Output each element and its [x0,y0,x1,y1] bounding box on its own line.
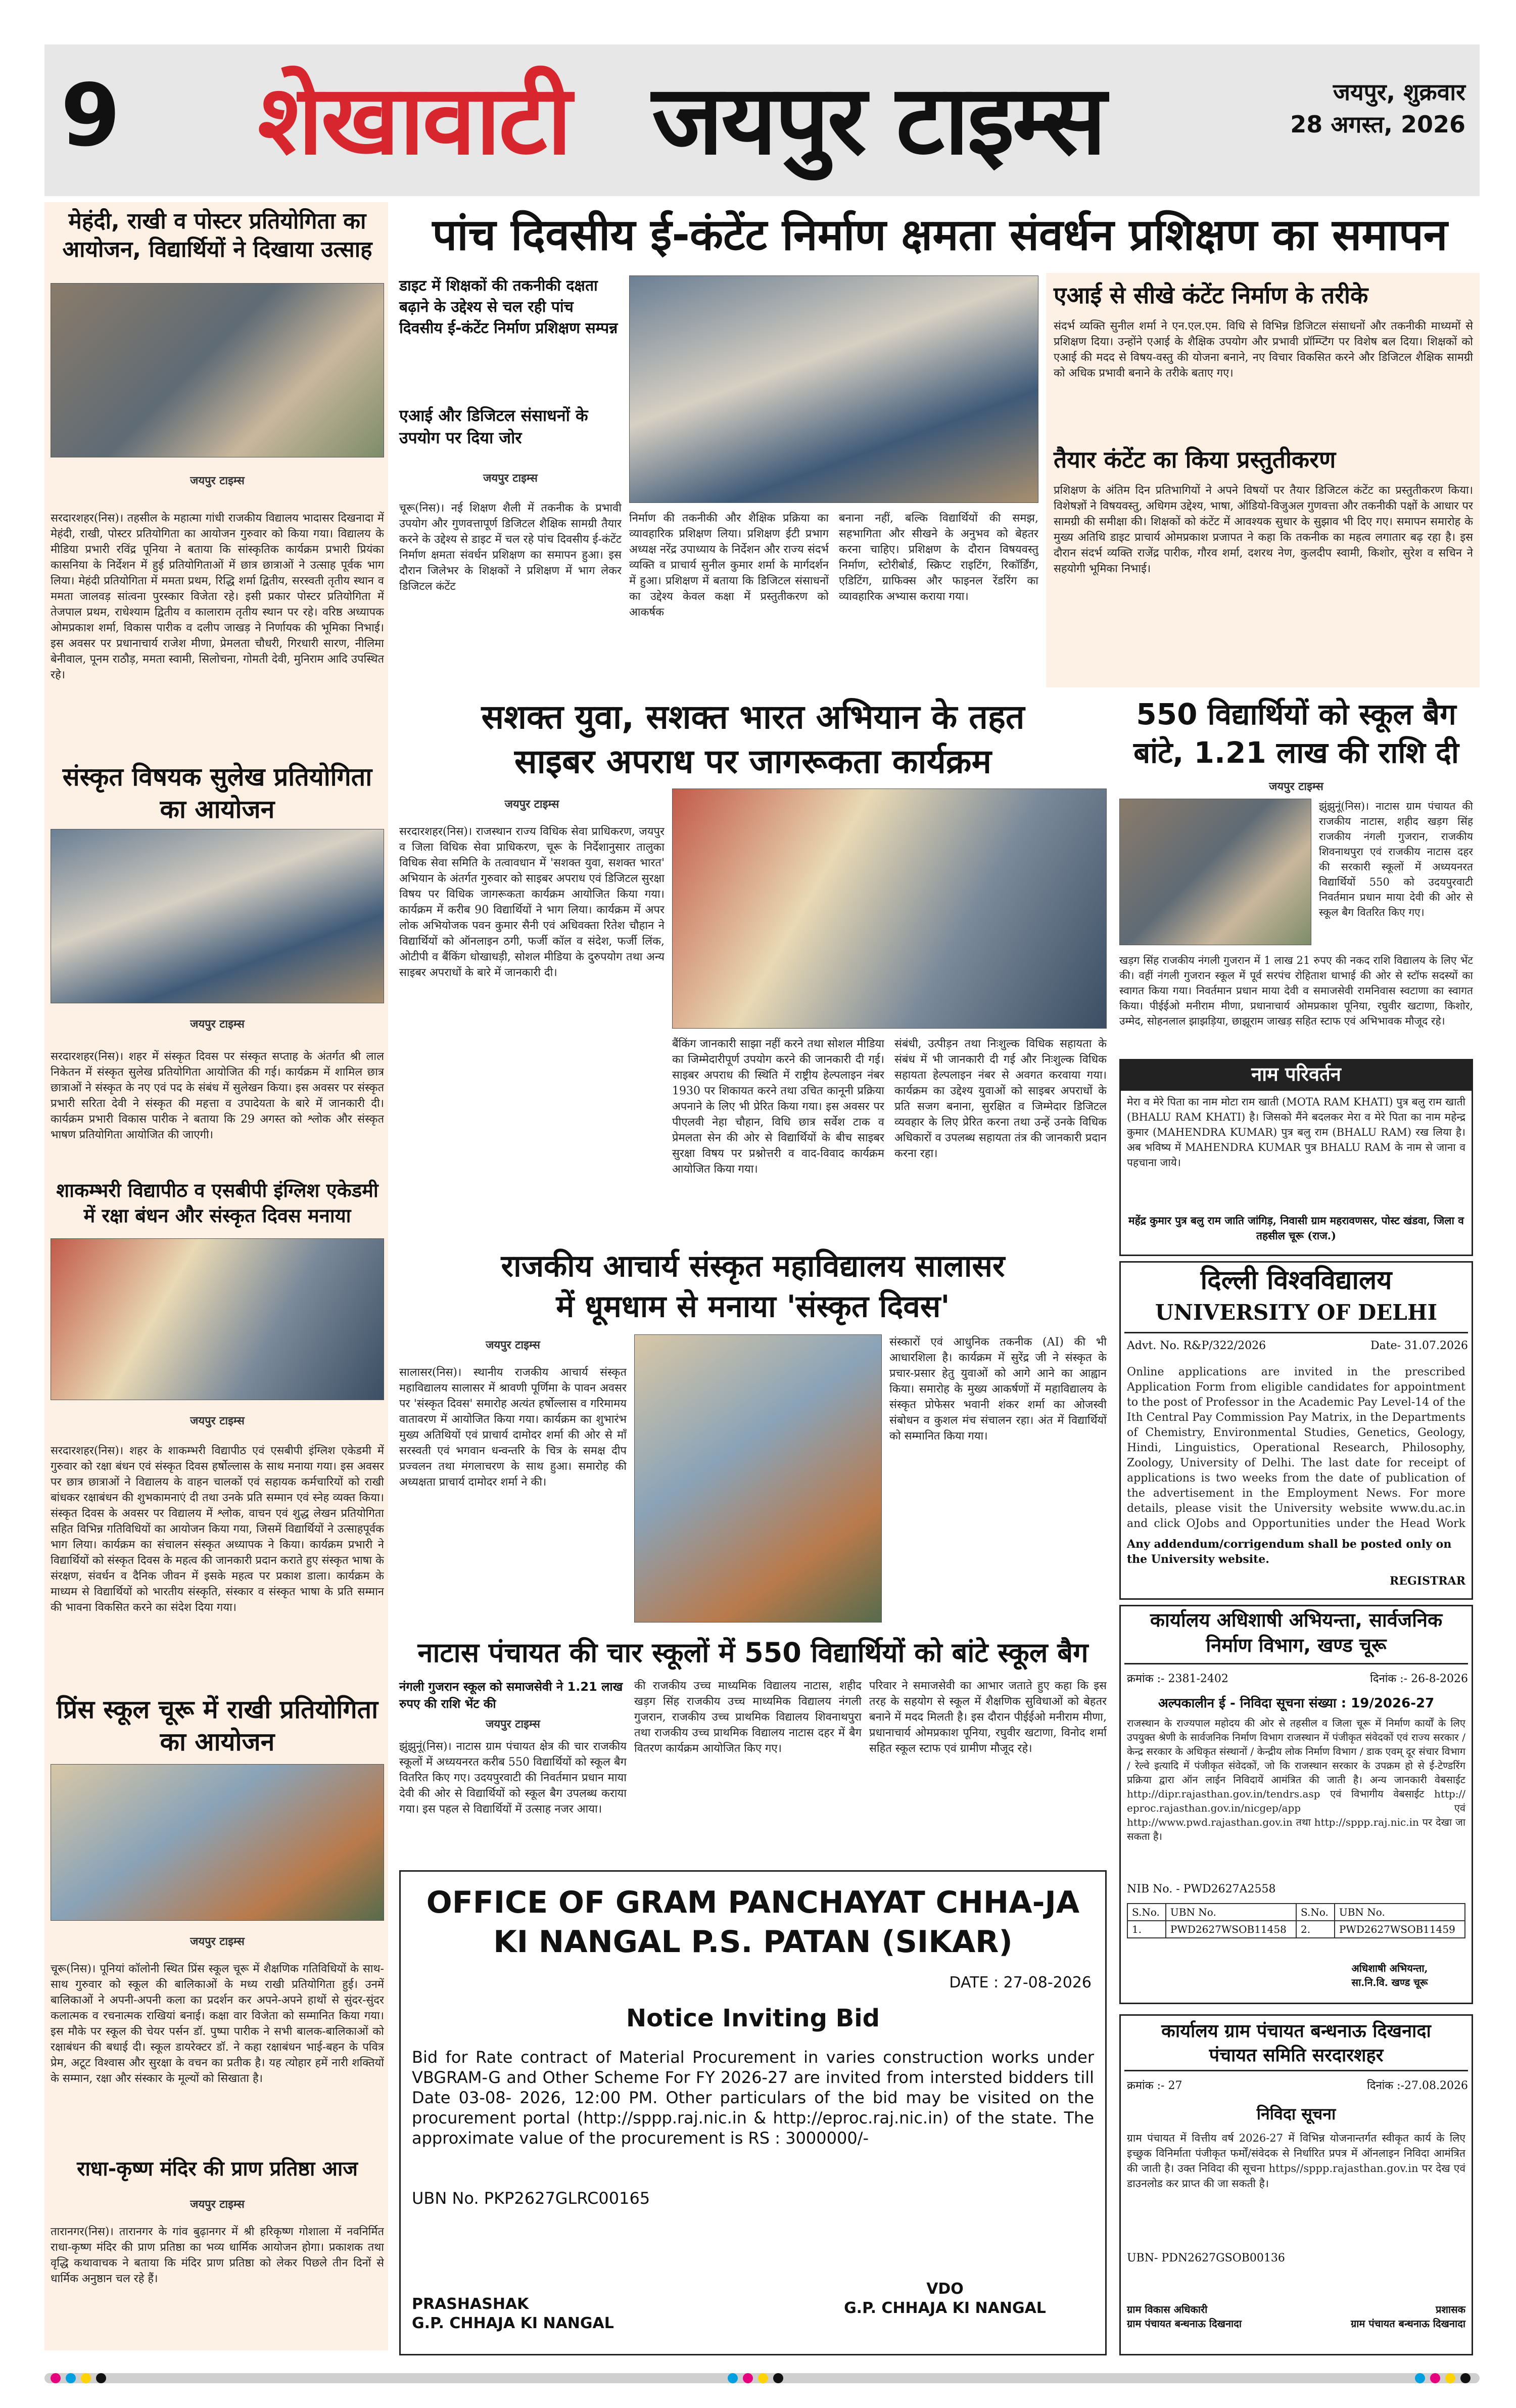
story2-headline: संस्कृत विषयक सुलेख प्रतियोगिता का आयोजन [62,762,372,824]
pwd-title [1124,1607,1468,1658]
gp-dikhnada-ubn: UBN- PDN2627GSOB00136 [1127,2252,1285,2264]
gp-chhaja-ubn: UBN No. PKP2627GLRC00165 [412,2189,650,2208]
lead-side-body1: संदर्भ व्यक्ति सुनील शर्मा ने एन.एल.एम. विधि से विभिन्न डिजिटल संसाधनों और तकनीकी माध्यमों से प्रशिक्षण दिया। उन्होंने एआई के शैक्षिक उपयोग और प्रभावी प्रॉम्प्टिंग पर विशेष बल दिया। शिक्षकों को एआई की मदद से विषय-वस्तु की योजना बनाने, नए विचार विकसित करने और डिजिटल शैक्षिक सामग्री को अधिक प्रभावी बनाने के तरीके बताए गए। [1054,320,1473,380]
sanskrit-byline: जयपुर टाइम्स [486,1339,540,1352]
lead-deck1: डाइट में शिक्षकों की तकनीकी दक्षता बढ़ाने के उद्देश्य से चल रही पांच दिवसीय ई-कंटेंट निर्माण प्रशिक्षण सम्पन्न [399,277,618,337]
story3-byline: जयपुर टाइम्स [190,1415,245,1427]
bags-byline: जयपुर टाइम्स [486,1718,540,1731]
pwd-dinank: दिनांक :- 26-8-2026 [1370,1673,1468,1685]
pwd-table-header-sno-2: S.No. [1296,1904,1335,1921]
story1-body: सरदारशहर(निस)। तहसील के महात्मा गांधी राजकीय विद्यालय भादासर दिखनादा में मेहंदी, राखी, पोस्टर प्रतियोगिता का आयोजन गुरुवार को किया गया। विद्यालय के मीडिया प्रभारी रविंद्र पूनिया ने बताया कि सांस्कृतिक कार्यक्रम प्रभारी प्रियंका कासनिया के निर्देशन में हुई प्रतियोगिताओं में छात्र छात्राओं ने उत्साह पूर्वक भाग लिया। मेहंदी प्रतियोगिता में ममता प्रथम, रिद्धि शर्मा द्वितीय, सरस्वती तृतीय स्थान व ममता जालवड़ सांत्वना पुरस्कार विजेता रहे। इसी प्रकार पोस्टर प्रतियोगिता में तेजपाल प्रथम, राधेश्याम द्वितीय व कालाराम तृतीय स्थान पर रहे। वरिष्ठ अध्यापक ओमप्रकाश शर्मा, विकास पारीक व दलीप जाखड़ ने निर्णायक की भूमिका निभाई। इस अवसर पर प्रधानाचार्य राजेश मीणा, प्रेमलता चौधरी, गिरधारी सारण, नीलिमा बेनीवाल, पूनम राठौड़, ममता स्वामी, सिलोचना, गोमती देवी, मुनिराम आदि उपस्थित रहे। [51,512,384,681]
story3-body: सरदारशहर(निस)। शहर के शाकम्भरी विद्यापीठ एवं एसबीपी इंग्लिश एकेडमी में गुरुवार को रक्षा बंधन एवं संस्कृत दिवस हर्षोल्लास के साथ मनाया गया। इस अवसर पर छात्र छात्राओं ने विद्यालय के वाहन चालकों एवं सहायक कर्मचारियों को राखी बांधकर रक्षाबंधन की शुभकामनाएं दी तथा उनके प्रति सम्मान एवं स्नेह व्यक्त किया। संस्कृत दिवस के अवसर पर विद्यालय में श्लोक, वाचन एवं शुद्ध लेखन प्रतियोगिता सहित विभिन्न गतिविधियों का आयोजन किया गया, जिसमें विद्यार्थियों ने उत्साहपूर्वक भाग लिया। कार्यक्रम का संचालन संस्कृत अध्यापक ने किया। कार्यक्रम प्रभारी ने विद्यार्थियों को संस्कृत दिवस के महत्व की जानकारी प्रदान कराते हुए संस्कृत भाषा के संरक्षण, संवर्धन व दैनिक जीवन में इसके महत्व पर प्रकाश डाला। कार्यक्रम के माध्यम से विद्यार्थियों को भारतीय संस्कृति, संस्कार व संस्कृत भाषा के प्रति सम्मान की भावना विकसित करने का संदेश दिया गया। [51,1445,384,1614]
bags-body1: झुंझुनूं(निस)। नाटास ग्राम पंचायत क्षेत्र की चार राजकीय स्कूलों में अध्ययनरत करीब 550 विद्यार्थियों को स्कूल बैग वितरित किए गए। उदयपुरवाटी की निवर्तमान प्रधान माया देवी की ओर से विद्यार्थियों को स्कूल बैग उपलब्ध कराया गया। इस पहल से विद्यार्थियों में उत्साह नजर आया। [399,1740,627,1816]
gp-dikhnada-sign-left [1127,2302,1294,2331]
footer-dot-cyan [1415,2373,1425,2383]
story5-headline: राधा-कृष्ण मंदिर की प्राण प्रतिष्ठा आज [77,2157,358,2181]
sanskrit-body1: सालासर(निस)। स्थानीय राजकीय आचार्य संस्कृत महाविद्यालय सालासर में श्रावणी पूर्णिमा के पावन अवसर पर 'संस्कृत दिवस' समारोह अत्यंत हर्षोल्लास व गरिमामय वातावरण में आयोजित किया गया। कार्यक्रम का शुभारंभ मुख्य अतिथियों एवं प्राचार्य दामोदर शर्मा की ओर से माँ सरस्वती एवं भगवान धन्वन्तरि के चित्र के समक्ष दीप प्रज्वलन तथा मंगलाचरण के साथ हुआ। समारोह की अध्यक्षता प्राचार्य दामोदर शर्मा ने की। [399,1366,627,1489]
story1-byline: जयपुर टाइम्स [190,475,245,487]
pwd-rule [1124,1663,1468,1664]
pwd-ubn-table [1127,1903,1465,1938]
gp-chhaja-sign-right [798,2280,1092,2318]
du-title-english: UNIVERSITY OF DELHI [1155,1300,1438,1325]
pwd-table-header-sno-1: S.No. [1127,1904,1166,1921]
pwd-sign-line1: अधिशाषी अभियन्ता, [1351,1962,1428,1974]
footer-dot-cyan [66,2373,76,2383]
story3-headline: शाकम्भरी विद्यापीठ व एसबीपी इंग्लिश एकेडमी में रक्षा बंधन और संस्कृत दिवस मनाया [56,1179,378,1227]
story4-byline: जयपुर टाइम्स [190,1935,245,1948]
lead-body3: बनाना नहीं, बल्कि विद्यार्थियों की समझ, सहभागिता और सीखने के अनुभव को बेहतर करना चाहिए। प्रशिक्षण के दौरान विषयवस्तु निर्माण, स्टोरीबोर्ड, स्क्रिप्ट राइटिंग, रिकॉर्डिंग, एडिटिंग, ग्राफिक्स और फाइनल रेंडरिंग का व्यावहारिक अभ्यास कराया गया। [839,512,1038,603]
story5-byline: जयपुर टाइम्स [190,2198,245,2211]
bags-subhead: नंगली गुजरान स्कूल को समाजसेवी ने 1.21 लाख रुपए की राशि भेंट की [399,1680,623,1711]
pwd-table-cell: PWD2627WSOB11459 [1335,1921,1465,1938]
pwd-table-cell: 2. [1296,1921,1335,1938]
bags-body2: की राजकीय उच्च माध्यमिक विद्यालय नाटास, शहीद खड़ग सिंह राजकीय उच्च माध्यमिक विद्यालय नंगली गुजरान, राजकीय उच्च प्राथमिक विद्यालय शिवनाथपुरा तथा राजकीय उच्च प्राथमिक विद्यालय नाटास दहर में बैग वितरण कार्यक्रम आयोजित किए गए। [634,1680,862,1755]
lead-body2: निर्माण की तकनीकी और शैक्षिक प्रक्रिया का व्यावहारिक प्रशिक्षण लिया। प्रशिक्षण ईटी प्रभाग अध्यक्ष नरेंद्र उपाध्याय के निर्देशन और राज्य संदर्भ व्यक्ति व प्राचार्य सुनील कुमार शर्मा के मार्गदर्शन में हुआ। प्रशिक्षण में बताया कि डिजिटल संसाधनों का उद्देश्य केवल कक्षा में प्रस्तुतीकरण को आकर्षक [629,512,829,619]
bags-body3: परिवार ने समाजसेवी का आभार जताते हुए कहा कि इस तरह के सहयोग से स्कूल में शैक्षणिक सुविधाओं को बेहतर बनाने में मदद मिलती है। इस दौरान पीईईओ मनीराम मीणा, प्रधानाचार्य ओमप्रकाश पूनिया, रघुवीर खटाणा, विनोद शर्मा सहित स्कूल स्टाफ एवं ग्रामीण मौजूद रहे। [869,1680,1107,1755]
lead-side-head1: एआई से सीखे कंटेंट निर्माण के तरीके [1054,282,1368,309]
gp-dikhnada-dinank: दिनांक :-27.08.2026 [1367,2079,1468,2092]
gp-dikhnada-rule [1124,2070,1468,2071]
lead-byline: जयपुर टाइम्स [483,472,538,485]
gp-dikhnada-title [1124,2019,1468,2068]
footer-dot-black [96,2373,106,2383]
footer-dot-magenta [1430,2373,1440,2383]
gp-dikhnada-notice: निविदा सूचना [1256,2104,1336,2123]
pwd-kramank: क्रमांक :- 2381-2402 [1127,1673,1228,1685]
name-change-header: नाम परिवर्तन [1119,1059,1473,1089]
pwd-table-cell: PWD2627WSOB11458 [1166,1921,1296,1938]
cyber-body3: संबंधी, उत्पीड़न तथा निःशुल्क विधिक सहायता के संबंध में भी जानकारी दी गई और निःशुल्क विधिक सहायता हेल्पलाइन नंबर से अवगत करवाया गया। कार्यक्रम का उद्देश्य युवाओं को साइबर अपराधों के प्रति सजग बनाना, सुरक्षित व जिम्मेदार डिजिटल व्यवहार के लिए प्रेरित करना तथा उन्हें उनके विधिक अधिकारों व उपलब्ध सहायता तंत्र की जानकारी प्रदान करना रहा। [894,1038,1107,1160]
footer-dot-yellow [1445,2373,1455,2383]
name-change-signature: महेंद्र कुमार पुत्र बलु राम जाति जांगिड़, निवासी ग्राम महरावणसर, पोस्ट खंडवा, जिला व तहसील चूरू (राज.) [1128,1214,1464,1242]
story4-photo [51,1764,384,1921]
lead-side-head2: तैयार कंटेंट का किया प्रस्तुतीकरण [1054,446,1336,473]
lead-body1: चूरू(निस)। नई शिक्षण शैली में तकनीक के प्रभावी उपयोग और गुणवत्तापूर्ण डिजिटल शैक्षिक सामग्री तैयार करने के उद्देश्य से डाइट में चल रहे पांच दिवसीय ई-कंटेंट निर्माण क्षमता संवर्धन प्रशिक्षण का समापन हुआ। इस दौरान जिलेभर के शिक्षकों ने प्रशिक्षण में भाग लेकर डिजिटल कंटेंट [399,502,622,593]
du-body: Online applications are invited in the prescribed Application Form from eligible candidates for appointment to the post of Professor in the Academic Pay Level-14 of the Ith Central Pay Commission Pay Matrix, in the Departments of Chemistry, Environmental Studies, Genetics, Geology, Hindi, Linguistics, Operational Research, Philosophy, Zoology, University of Delhi. The last date for receipt of applications is two weeks from the date of publication of the advertisement in the Employment News. For more details, please visit the University website www.du.ac.in and click OJobs and Opportunities under the Head Work [1127,1366,1465,1530]
sanskrit-photo [634,1334,882,1623]
du-date: Date- 31.07.2026 [1370,1339,1468,1352]
cyber-headline-line2: साइबर अपराध पर जागरूकता कार्यक्रम [514,742,991,781]
gp-chhaja-sign-left-office: G.P. CHHAJA KI NANGAL [412,2314,614,2332]
name-change-body: मेरा व मेरे पिता का नाम मोटा राम खाती (MOTA RAM KHATI) पुत्र बलु राम खाती (BHALU RAM KHATI) है। जिसको मैंने बदलकर मेरा व मेरे पिता का नाम महेन्द्र कुमार (MAHENDRA KUMAR) पुत्र बलु राम (BHALU RAM) रख लिया है। अब भविष्य में MAHENDRA KUMAR पुत्र BHALU RAM के नाम से जाना व पहचाना जाये। [1127,1096,1465,1169]
gp-dikhnada-sign-left-office: ग्राम पंचायत बन्धनाऊ दिखनादा [1127,2318,1242,2330]
sanskrit-headline-line1: राजकीय आचार्य संस्कृत महाविद्यालय सालासर [501,1248,1005,1284]
pwd-body: राजस्थान के राज्यपाल महोदय की ओर से तहसील व जिला चूरू में निर्माण कार्यों के लिए उपयुक्त श्रेणी के सार्वजनिक निर्माण विभाग राजस्थान में पंजीकृत संवेदकों एवं राज्य सरकार / केन्द्र सरकार के अधिकृत संस्थानों / केन्द्रीय लोक निर्माण विभाग / डाक एवम् दूर संचार विभाग / रेल्वे इत्यादि में पंजीकृत संवेदकों, जो कि राजस्थान सरकार के उपक्रम हो से ई-टेण्डरिंग प्रक्रिया द्वारा ऑन लाईन निविदायें आमंत्रित की जाती है। अन्य जानकारी वेबसाईट http://dipr.rajasthan.gov.in/tendrs.asp एवं विभागीय वेबसाईट http:// eproc.rajasthan.gov.in/nicgep/app एवं http://www.pwd.rajasthan.gov.in तथा http://sppp.raj.nic.in पर देखा जा सकता है। [1127,1717,1465,1842]
gp-dikhnada-body: ग्राम पंचायत में वित्तीय वर्ष 2026-27 में विभिन्न योजनान्तर्गत स्वीकृत कार्य के लिए इच्छुक विनिर्माता पंजीकृत फर्मों/संवेदक से निर्धारित प्रपत्र में ऑनलाइन निविदा आमंत्रित की जाती है। उक्त निविदा की सूचना https//sppp.rajasthan.gov.in पर देख एवं डाउनलोड कर प्राप्त की जा सकती है। [1127,2132,1465,2190]
du-advt-no: Advt. No. R&P/322/2026 [1127,1339,1266,1352]
du-addendum: Any addendum/corrigendum shall be posted only on the University website. [1127,1538,1452,1566]
gp-dikhnada-sign-right-title: प्रशासक [1435,2303,1465,2316]
cyber-headline-line1: सशक्त युवा, सशक्त भारत अभियान के तहत [481,698,1025,736]
cyber-body2: बैंकिंग जानकारी साझा नहीं करने तथा सोशल मीडिया का जिम्मेदारीपूर्ण उपयोग करने की जानकारी दी गई। साइबर अपराध की स्थिति में राष्ट्रीय हेल्पलाइन नंबर 1930 पर शिकायत करने तथा उचित कानूनी प्रक्रिया अपनाने के लिए भी प्रेरित किया गया। इस अवसर पर पीएलवी नेहा चौहान, विधि छात्र सर्वेश टाक व प्रेमलता सेन की ओर से विद्यार्थियों के बीच साइबर सुरक्षा विषय पर प्रश्नोत्तरी व वाद-विवाद कार्यक्रम आयोजित किया गया। [672,1038,884,1176]
masthead-title-red: शेखावाटी [258,64,570,176]
gp-chhaja-date: DATE : 27-08-2026 [949,1974,1092,1992]
dateline [1213,76,1465,141]
footer-dot-yellow [758,2373,768,2383]
pwd-signature [1314,1961,1465,1989]
dateline-date: 28 अगस्त, 2026 [1290,111,1465,138]
footer-dot-magenta [51,2373,61,2383]
gp-chhaja-sign-left [412,2295,715,2333]
gp-dikhnada-sign-right-office: ग्राम पंचायत बन्धनाऊ दिखनादा [1350,2318,1465,2330]
gp-chhaja-sign-right-title: VDO [926,2280,964,2298]
story3-photo [51,1238,384,1400]
rbags-byline: जयपुर टाइम्स [1269,780,1323,793]
gp-dikhnada-sign-right [1304,2302,1465,2331]
masthead-title-black: जयपुर टाइम्स [652,64,1105,176]
rbags-headline: 550 विद्यार्थियों को स्कूल बैग बांटे, 1.21 लाख की राशि दी [1133,697,1459,770]
du-registrar: REGISTRAR [1389,1575,1465,1588]
du-title-hindi: दिल्ली विश्वविद्यालय [1200,1265,1392,1295]
lead-side-body2: प्रशिक्षण के अंतिम दिन प्रतिभागियों ने अपने विषयों पर तैयार डिजिटल कंटेंट का प्रस्तुतीकरण किया। विशेषज्ञों ने विषयवस्तु, अधिगम उद्देश्य, भाषा, ऑडियो-विजुअल गुणवत्ता और तकनीकी पक्षों के आधार पर सामग्री की समीक्षा की। शिक्षकों को कंटेंट में आवश्यक सुधार के सुझाव भी दिए गए। समापन समारोह के मुख्य अतिथि डाइट प्राचार्य ओमप्रकाश प्रजापत ने कहा कि तकनीक का महत्व लगातार बढ़ रहा है। इस दौरान संदर्भ व्यक्ति राजेंद्र पारीक, गौरव शर्मा, दशरथ नेण, कुलदीप स्वामी, किशोर, सुरेश व सचिन ने सहयोगी भूमिका निभाई। [1054,484,1473,575]
sanskrit-headline-line2: में धूमधाम से मनाया 'संस्कृत दिवस' [556,1289,950,1324]
story1-headline: मेहंदी, राखी व पोस्टर प्रतियोगिता का आयोजन, विद्यार्थियों ने दिखाया उत्साह [62,208,372,262]
lead-photo [629,275,1038,503]
cyber-headline [399,695,1107,784]
gp-dikhnada-title-line2: पंचायत समिति सरदारशहर [1209,2045,1384,2066]
gp-chhaja-sign-left-title: PRASHASHAK [412,2295,529,2313]
pwd-table-header-ubn-1: UBN No. [1166,1904,1296,1921]
story2-body: सरदारशहर(निस)। शहर में संस्कृत दिवस पर संस्कृत सप्ताह के अंतर्गत श्री लाल निकेतन में संस्कृत सुलेख प्रतियोगिता आयोजित की गई। कार्यक्रम में शामिल छात्र छात्राओं ने संस्कृत के नए एवं पद के संबंध में सुलेखन किया। इस अवसर पर संस्कृत प्रभारी सरिता देवी ने संस्कृत की महत्ता व उपादेयता के बारे में जानकारी दी। कार्यक्रम प्रभारी विकास पारीक ने बताया कि 29 अगस्त को श्लोक और संस्कृत भाषण प्रतियोगिता आयोजित की जाएगी। [51,1050,384,1141]
lead-deck2: एआई और डिजिटल संसाधनों के उपयोग पर दिया जोर [399,406,588,447]
rbags-body-bottom: खड़ग सिंह राजकीय नंगली गुजरान में 1 लाख 21 रुपए की नकद राशि विद्यालय के लिए भेंट की। वहीं नंगली गुजरान स्कूल में पूर्व सरपंच रोहिताश धाभाई की ओर से स्टॉफ सदस्यों का स्वागत किया गया। निवर्तमान प्रधान माया देवी व समाजसेवी रामनिवास स्वटाणा का स्वागत किया। पीईईओ मनीराम मीणा, प्रधानाचार्य ओमप्रकाश पूनिया, रघुवीर खटाणा, किशोर, उम्मेद, सोहनलाल झाझड़िया, छाझूराम जाखड़ सहित स्टाफ एवं अभिभावक मौजूद रहे। [1119,954,1473,1027]
pwd-table-cell: 1. [1127,1921,1166,1938]
rbags-body-top: झुंझुनूं(निस)। नाटास ग्राम पंचायत की राजकीय नाटास, शहीद खड़ग सिंह राजकीय नंगली गुजरान, राजकीय शिवनाथपुरा एवं राजकीय नाटास दहर की सरकारी स्कूलों में अध्ययनरत विद्यार्थियों 550 को उदयपुरवाटी निवर्तमान प्रधान माया देवी की ओर से स्कूल बैग वितरित किए गए। [1319,800,1473,918]
du-rule [1124,1332,1468,1333]
lead-headline: पांच दिवसीय ई-कंटेंट निर्माण क्षमता संवर्धन प्रशिक्षण का समापन [432,210,1448,260]
footer-dot-black [773,2373,783,2383]
story2-photo [51,829,384,1003]
footer-dot-magenta [743,2373,753,2383]
story4-headline: प्रिंस स्कूल चूरू में राखी प्रतियोगिता का आयोजन [56,1695,378,1756]
footer-dot-cyan [728,2373,738,2383]
pwd-nib: NIB No. - PWD2627A2558 [1127,1883,1276,1895]
pwd-table-header-ubn-2: UBN No. [1335,1904,1465,1921]
story1-photo [51,283,384,457]
gp-dikhnada-kramank: क्रमांक :- 27 [1127,2079,1182,2092]
pwd-title-line2: निर्माण विभाग, खण्ड चूरू [1206,1634,1387,1656]
sanskrit-headline [399,1246,1107,1327]
gp-dikhnada-sign-left-title: ग्राम विकास अधिकारी [1127,2303,1208,2316]
cyber-photo [672,789,1107,1029]
story5-body: तारानगर(निस)। तारानगर के गांव बुढ़ानगर में श्री हरिकृष्ण गोशाला में नवनिर्मित राधा-कृष्ण मंदिर की प्राण प्रतिष्ठा का भव्य धार्मिक आयोजन होगा। प्रकाशक तथा वृद्धि कथावाचक ने बताया कि मंदिर प्राण प्रतिष्ठा को लेकर पिछले तीन दिनों से धार्मिक अनुष्ठान चल रहे हैं। [51,2226,384,2285]
cyber-body1: सरदारशहर(निस)। राजस्थान राज्य विधिक सेवा प्राधिकरण, जयपुर व जिला विधिक सेवा प्राधिकरण, चूरू के निर्देशानुसार तालुका विधिक सेवा समिति के तत्वावधान में 'सशक्त युवा, सशक्त भारत' अभियान के अंतर्गत गुरुवार को साइबर अपराध एवं डिजिटल सुरक्षा विषय पर विधिक जागरूकता कार्यक्रम आयोजित किया गया। कार्यक्रम में करीब 90 विद्यार्थियों ने भाग लिया। कार्यक्रम में अपर लोक अभियोजक पवन कुमार सैनी एवं अधिवक्ता रितेश चौहान ने विद्यार्थियों को ऑनलाइन ठगी, फर्जी कॉल व संदेश, फर्जी लिंक, ओटीपी व बैंकिंग धोखाधड़ी, सोशल मीडिया के दुरुपयोग तथा अन्य साइबर अपराधों के बारे में जानकारी दी। [399,825,665,979]
story2-byline: जयपुर टाइम्स [190,1018,245,1031]
dateline-day: जयपुर, शुक्रवार [1333,78,1465,106]
cyber-byline: जयपुर टाइम्स [504,798,559,811]
footer-dot-yellow [81,2373,91,2383]
gp-chhaja-body: Bid for Rate contract of Material Procurement in varies construction works under VBGRAM-G and Other Scheme For FY 2026-27 are invited from intersted bidders till Date 03-08- 2026, 12:00 PM. Other particulars of the bid may be visited on the procurement portal (http://sppp.raj.nic.in & http://eproc.raj.nic.in) of the state. The approximate value of the procurement is RS : 3000000/- [412,2048,1094,2148]
pwd-title-line1: कार्यालय अधिशाषी अभियन्ता, सार्वजनिक [1150,1609,1443,1631]
gp-chhaja-title: OFFICE OF GRAM PANCHAYAT CHHA-JA KI NANGAL P.S. PATAN (SIKAR) [426,1885,1080,1960]
gp-dikhnada-title-line1: कार्यालय ग्राम पंचायत बन्धनाऊ दिखनादा [1161,2021,1431,2042]
rbags-photo [1119,799,1311,945]
story4-body: चूरू(निस)। पूनियां कॉलोनी स्थित प्रिंस स्कूल चूरू में शैक्षणिक गतिविधियों के साथ-साथ गुरुवार को स्कूल की बालिकाओं के मध्य राखी प्रतियोगिता हुई। उनमें बालिकाओं ने अपनी-अपनी कला का प्रदर्शन कर अपने-अपने हाथों से सुंदर-सुंदर कलात्मक व रचनात्मक राखियां बनाई। कक्षा वार विजेता को सम्मानित किया गया। इस मौके पर स्कूल की चेयर पर्सन डॉ. पुष्पा पारीक ने सभी बालक-बालिकाओं को रक्षाबंधन की बधाई दी। स्कूल डायरेक्टर डॉ. ने कहा रक्षाबंधन भाई-बहन के पवित्र प्रेम, अटूट विश्वास और सुरक्षा के वचन का प्रतीक है। यह त्योहार हमें नारी शक्तियों के सम्मान, रक्षा और संस्कार के मूल्यों को सिखाता है। [51,1963,384,2085]
pwd-sign-line2: सा.नि.वि. खण्ड चूरू [1351,1976,1428,1988]
gp-chhaja-heading: Notice Inviting Bid [626,2004,880,2032]
bags-headline: नाटास पंचायत की चार स्कूलों में 550 विद्यार्थियों को बांटे स्कूल बैग [417,1637,1088,1669]
sanskrit-body2: संस्कारों एवं आधुनिक तकनीक (AI) की भी आधारशिला है। कार्यक्रम में सुरेंद्र जी ने संस्कृत के प्रचार-प्रसार हेतु युवाओं को आगे आने का आह्वान किया। समारोह के मुख्य आकर्षणों में महाविद्यालय के संस्कृत प्रोफेसर भवानी शंकर शर्मा का ओजस्वी संबोधन व कुशल मंच संचालन रहा। अंत में विद्यार्थियों को सम्मानित किया गया। [889,1336,1107,1443]
page-number: 9 [61,66,121,166]
pwd-notice: अल्पकालीन ई - निविदा सूचना संख्या : 19/2026-27 [1158,1696,1435,1711]
gp-chhaja-sign-right-office: G.P. CHHAJA KI NANGAL [844,2299,1046,2317]
footer-dot-black [1460,2373,1471,2383]
